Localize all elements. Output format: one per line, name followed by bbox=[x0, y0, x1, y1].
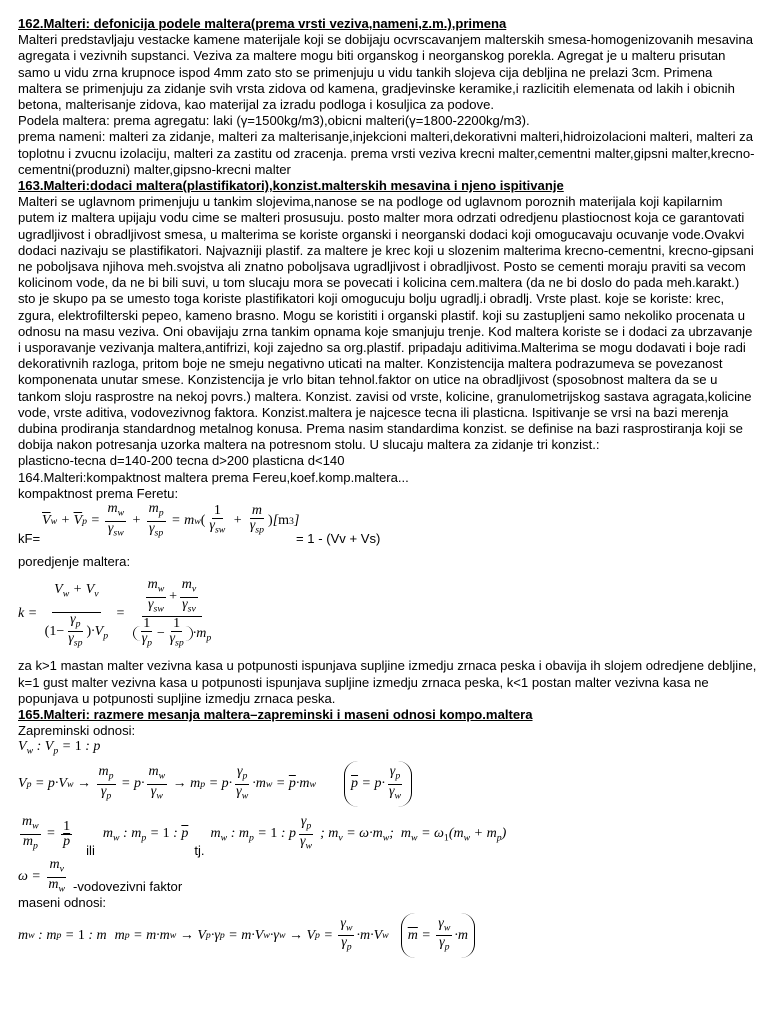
mass-derivation-equation: V p = p·V w → $\frac{m_p}{\gamma_p}$ = p· $\frac{m_w}{\gamma_w}$ → m p = p· $\frac{\gamma_p}{\gamma_w}$ ·m w = $\overline{p}$ ·m w $\overline{p} = p\cdot$ $\frac{\gamma_p}{\gamma_w}$ bbox=[18, 759, 758, 809]
kompaktnost-label: kompaktnost prema Feretu: bbox=[18, 485, 179, 501]
section-162-podela: Podela maltera: prema agregatu: laki (γ=1500kg/m3),obicni malteri(γ=1800-2200kg/m3). bbox=[18, 113, 530, 129]
ratio-equations-row: $\frac{m_w}{m_p}$ = $\frac{1}{p}$ ili $m_w$ : $m_p = 1$ : $\overline{p}$ tj. $m_w$ : $m_p = 1$ : p $\frac{\gamma_p}{\gamma_w}$ ; $m_v = \omega\cdot m_w$; $m_w = \omega_1(m_w + m_p)$ bbox=[22, 814, 507, 859]
section-163-konzistencije: plasticno-tecna d=140-200 tecna d>200 plasticna d<140 bbox=[18, 453, 345, 469]
vodovezivni-label: -vodovezivni faktor bbox=[73, 879, 183, 895]
tj-text: tj. bbox=[194, 843, 205, 859]
section-162-body: Malteri predstavljaju vestacke kamene materijale koji se dobijaju ocvrscavanjem malterskih smesa-homogenizovanih mesavina agregata i vezivnih supstanci. Veziva za maltere mogu biti organskog i neorganskog porekla. Agregat je u malteru prisutan samo u vidu zrna krupnoce ispod 4mm zato sto se primenjuju u vidu tankih slojeva cija debljina ne prelazi 3cm. Primena maltera se primenjuju za zidanje svih vrsta zidova od kamena, gradjevinske keramike,i razlicitih elemenata od lakih i obicnih betona, malterisanje zidova, kao materijal za izradu podloga i kosuljica za podove. bbox=[18, 32, 754, 113]
volume-ratio-equation: $V_w$ : $V_p = 1$ : p bbox=[18, 739, 101, 757]
kf-label: kF= bbox=[18, 531, 41, 547]
feret-formula: $\overline{V}$ w + $\overline{V}$ p = $\frac{m_w}{\gamma_{sw}}$ + $\frac{m_p}{\gamma_{sp}}$ = m w ( $\frac{1}{\gamma_{sw}}$ + $\frac{m}{\gamma_{sp}}$ ) [ m 3 ] bbox=[42, 501, 300, 538]
kf-rhs: = 1 - (Vv + Vs) bbox=[296, 531, 381, 547]
section-164-heading: 164.Malteri:kompaktnost maltera prema Fereu,koef.komp.maltera... bbox=[18, 469, 409, 485]
maseni-equation: m w : m p = 1 : m m p = m·m w → V p ·γ p = m·V w ·γ w → V p = $\frac{\gamma_w}{\gamma_p}$ ·m·V w $\overline{m}$ = $\frac{\gamma_w}{\gamma_p}$ ·m bbox=[18, 916, 758, 956]
poredjenje-label: poredjenje maltera: bbox=[18, 554, 131, 570]
section-162-namena: prema nameni: malteri za zidanje, malteri za malterisanje,injekcioni malteri,dekorativni malteri,hidroizolacioni malteri, malteri za toplotnu i zvucnu izolaciju, malteri za zastitu od zracenja. prema vrsti veziva krecni malter,cementni malter,gipsni malter,krecno-cementni(produzni) malter,gipsno-krecni malter bbox=[18, 129, 755, 177]
section-162-heading: 162.Malteri: defonicija podele maltera(prema vrsti veziva,nameni,z.m.),primena bbox=[18, 16, 507, 31]
feret-equation bbox=[18, 502, 758, 554]
ili-text: ili bbox=[86, 843, 95, 859]
comparison-equation: k = $V_w + V_v$ (1− $\frac{\gamma_p}{\gamma_{sp}}$ )$\cdot V_p$ = $\frac{m_w}{\gamma_{sw}}$ + $\frac{m_v}{\gamma_{sv}}$ $\frac{1}{\gamma_p}$ − $\frac{1}{\gamma_{sp}}$ $\cdot m_p$ bbox=[18, 570, 758, 658]
section-163-body: Malteri se uglavnom primenjuju u tankim slojevima,nanose se na podloge od uglavnom poroznih materijala koji kapilarnim putem iz maltera upijaju vodu cime se malteri prosusuju. posto malter mora odrzati odredjenu plastiocnost koja ce garantovati ugradljivost i obradljivost smesa, u malterima se koriste organski i neorganski dodaci koji omogucavaju ocuvanje vode.Ovakvi dodaci nazivaju se plastifikatori. Najvazniji plastif. za maltere je krec koji u slozenim malterima krecno-cementni, krecno-gipsani ne poboljsava njihova meh.svojstva ali znatno poboljsava ugradljivost i obradljivost. Posto se cementi moraju praviti sa vecom kolicinom vode, da ne bi bili suvi, u tom slucaju mora se povecati i kolicina cem.maltera (da ne bi doslo do pada meh.karakt.) sto je skupo pa se umesto toga koriste plastifikatori koji omogucuju bolju ugradlj.i obradlj. Vrste plast. koje se koriste: krec, zgura, elektrofilterski pepeo, kameno brasno. Mogu se koristiti i organski plastif. koji su zastupljeni samo nekoliko procenata u odnosu na masu veziva. Oni obavijaju zrna tankim opnama koje smanjuju trenje. Kod maltera koriste se i dodaci za ubrzavanje i usporavanje vezivanja maltera,antifrizi, koji zajedno sa org.plastif. pripadaju aditivima.Malterima se mogu dodavati i boje radi dekorativnih razloga, pritom boje ne smeju negativno uticati na malter. Konzistencija maltera podrazumeva se povezanost komponenata unutar smese. Konzistencija je vrlo bitan tehnol.faktor on utice na obradljivost (sposobnost maltera da se u tankom sloju rasprostre na nekoj povrs.) maltera. Konzist. zavisi od vrste, kolicine, granulometrijskog sastava agragata,kolicine vode, vrste aditiva, vodovezivnog faktora. Konzist.maltera je najcesce tecna ili plasticna. Ispitivanje se vrsi na bazi merenja dubina prodiranja standardnog metalnog konusa. Prema nasim standardima konzist. se definise na bazi rasprostiranja koji se dobija nakon potresanja uzorka maltera na potresnom stolu. U slucaju maltera za zidanje tri konzist.: bbox=[18, 194, 754, 453]
omega-definition: ω = $\frac{m_v}{m_w}$ -vodovezivni faktor bbox=[18, 857, 183, 895]
zapreminski-label: Zapreminski odnosi: bbox=[18, 723, 136, 739]
document-page bbox=[18, 16, 758, 956]
maseni-label: maseni odnosi: bbox=[18, 895, 107, 911]
section-163-heading: 163.Malteri:dodaci maltera(plastifikatori),konzist.malterskih mesavina i njeno ispitivanje bbox=[18, 178, 564, 194]
section-164-explanation: za k>1 mastan malter vezivna kasa u potpunosti ispunjava supljine izmedju zrnaca peska i obavija ih slojem odredjene debljine, k=1 gust malter vezivna kasa u potpunosti ispunjava supljine izmedju zrnaca peska, k<1 postan malter vezivna kasa ne popunjava u potpunosti supljine izmedju zrnaca peska. bbox=[18, 658, 757, 706]
section-165-heading: 165.Malteri: razmere mesanja maltera–zapreminski i maseni odnosi kompo.maltera bbox=[18, 706, 533, 722]
